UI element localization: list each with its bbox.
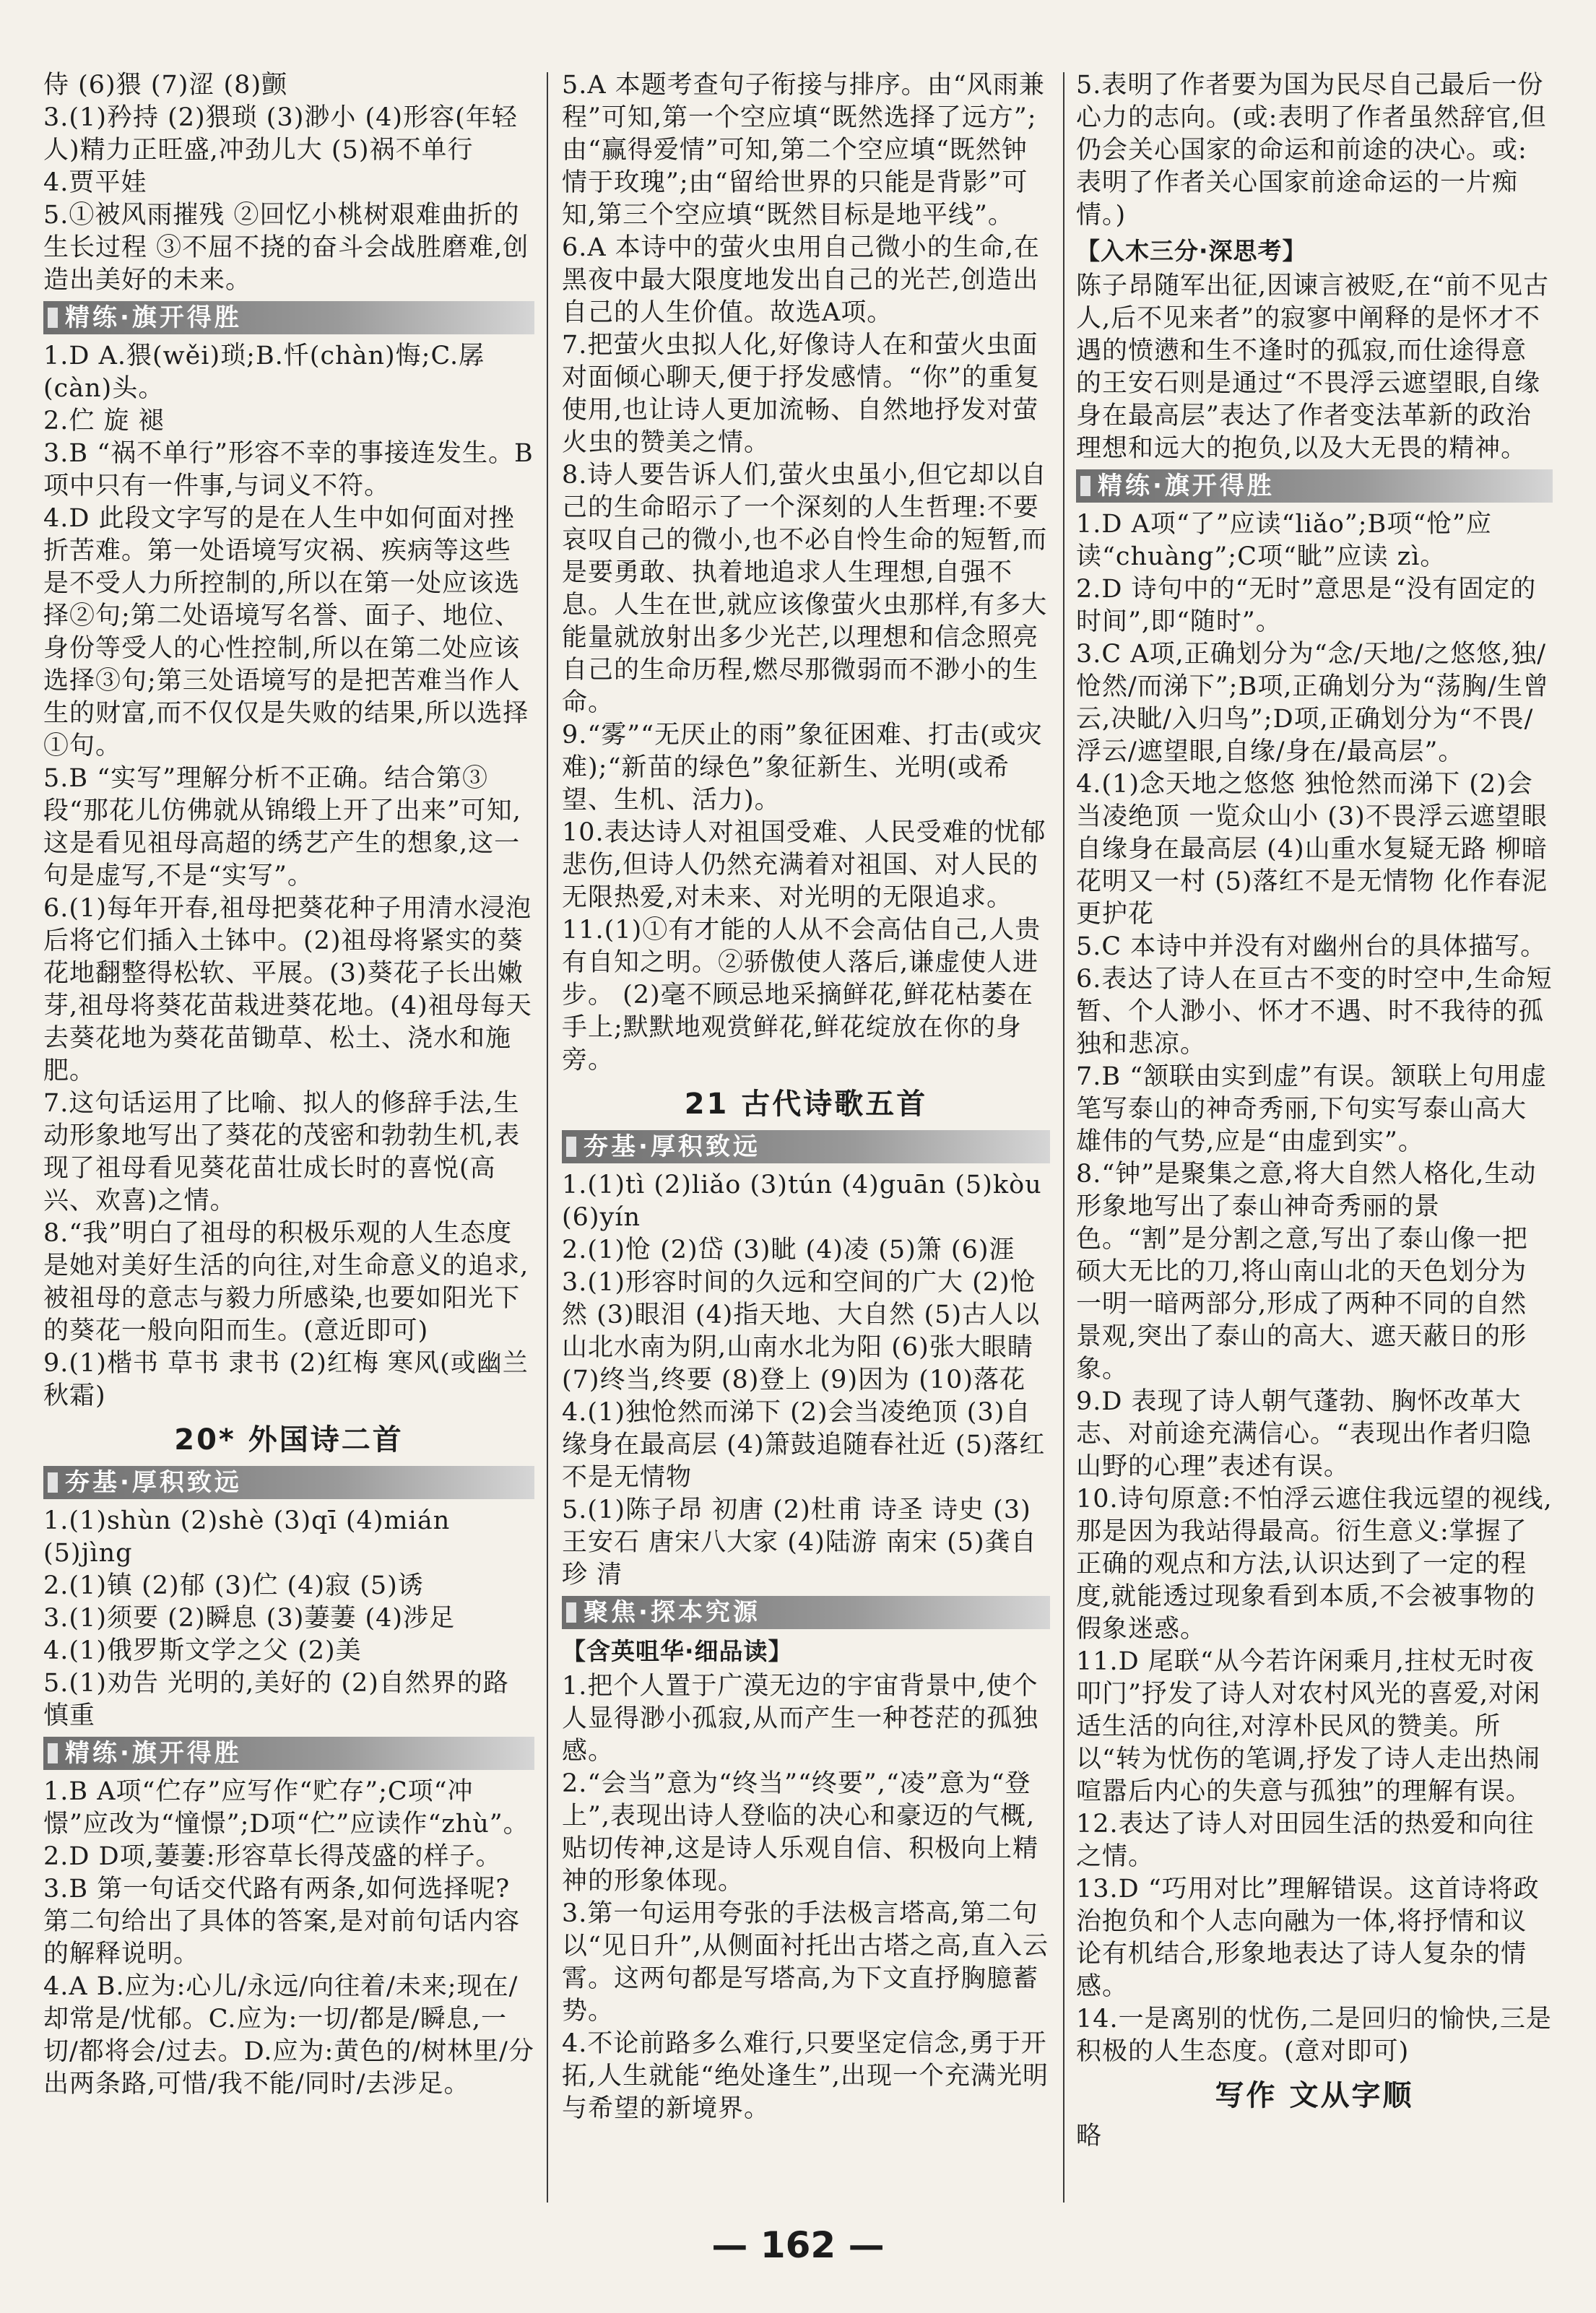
answer-item: 侍 (6)猥 (7)涩 (8)颤 [43,71,288,100]
answer-item: 11.(1)①有才能的人从不会高估自己,人贵有自知之明。②骄傲使人落后,谦虚使人进步。 (2)毫不顾忌地采摘鲜花,鲜花枯萎在手上;默默地观赏鲜花,鲜花绽放在你的身旁。 [562,916,1041,1075]
answer-item: 9.D 表现了诗人朝气蓬勃、胸怀改革大志、对前途充满信心。“表现出作者归隐山野的心理”表述有误。 [1076,1387,1532,1481]
answer-item: 2.伫 旋 褪 [43,407,165,435]
answer-item: 8.“我”明白了祖母的积极乐观的人生态度是她对美好生活的向往,对生命意义的追求,被祖母的意志与毅力所感染,也要如阳光下的葵花一般向阳而生。(意近即可) [43,1219,529,1345]
section-banner: 夯基·厚积致远 [562,1130,1050,1163]
answer-item: 3.第一句运用夸张的手法极言塔高,第二句以“见日升”,从侧面衬托出古塔之高,直入云霄。这两句都是写塔高,为下文直抒胸臆蓄势。 [562,1899,1049,2026]
section-banner: 精练·旗开得胜 [1076,469,1553,503]
answer-item: 12.表达了诗人对田园生活的热爱和向往之情。 [1076,1810,1535,1871]
answer-item: 13.D “巧用对比”理解错误。这首诗将政治抱负和个人志向融为一体,将抒情和议论有机结合,形象地表达了诗人复杂的情感。 [1076,1875,1540,2001]
answer-item: 4.(1)念天地之悠悠 独怆然而涕下 (2)会当凌绝顶 一览众山小 (3)不畏浮云遮望眼 自缘身在最高层 (4)山重水复疑无路 柳暗花明又一村 (5)落红不是无情物 化作春泥更护花 [1076,770,1556,929]
answer-item: 1.把个人置于广漠无边的宇宙背景中,使个人显得渺小孤寂,从而产生一种苍茫的孤独感。 [562,1672,1039,1766]
answer-item: 3.(1)须要 (2)瞬息 (3)萋萋 (4)涉足 [43,1604,456,1633]
answer-item: 3.(1)形容时间的久远和空间的广大 (2)怆然 (3)眼泪 (4)指天地、大自然 (5)古人以山北水南为阴,山南水北为阳 (6)张大眼睛 (7)终当,终要 (8)登上 (9)因为 (10)落花 [562,1268,1042,1394]
sub-heading: 【入木三分·深思考】 [1076,237,1307,265]
answer-item: 10.诗句原意:不怕浮云遮住我远望的视线,那是因为我站得最高。衍生意义:掌握了正确的观点和方法,认识达到了一定的程度,就能透过现象看到本质,不会被事物的假象迷惑。 [1076,1485,1553,1644]
column-divider [1063,72,1064,2203]
answer-item: 14.一是离别的忧伤,二是回归的愉快,三是积极的人生态度。(意对即可) [1076,2005,1552,2066]
answer-item: 4.贾平娃 [43,168,147,197]
answer-item: 4.(1)俄罗斯文学之父 (2)美 [43,1636,362,1665]
answer-item: 7.B “颔联由实到虚”有误。颔联上句用虚笔写泰山的神奇秀丽,下句实写泰山高大雄伟的气势,应是“由虚到实”。 [1076,1062,1548,1156]
answer-item: 2.D 诗句中的“无时”意思是“没有固定的时间”,即“随时”。 [1076,575,1537,636]
answer-item: 5.A 本题考查句子衔接与排序。由“风雨兼程”可知,第一个空应填“既然选择了远方”;由“赢得爱情”可知,第二个空应填“既然钟情于玫瑰”;由“留给世界的只能是背影”可知,第三个空应填“既然目标是地平线”。 [562,71,1045,230]
section-banner: 精练·旗开得胜 [43,301,534,334]
answer-item: 9.“雾”“无厌止的雨”象征困难、打击(或灾难);“新苗的绿色”象征新生、光明(或希望、生机、活力)。 [562,721,1043,815]
answer-item: 4.A B.应为:心儿/永远/向往着/未来;现在/却常是/忧郁。C.应为:一切/都是/瞬息,一切/都将会/过去。D.应为:黄色的/树林里/分出两条路,可惜/我不能/同时/去涉足。 [43,1972,534,2099]
answer-item: 4.D 此段文字写的是在人生中如何面对挫折苦难。第一处语境写灾祸、疾病等这些是不受人力所控制的,所以在第一处应该选择②句;第二处语境写名誉、面子、地位、身份等受人的心性控制,所以在第二处应该选择③句;第三处语境写的是把苦难当作人生的财富,而不仅仅是失败的结果,所以选择①句。 [43,504,529,760]
section-banner: 精练·旗开得胜 [43,1737,534,1770]
lesson-title: 21 古代诗歌五首 [684,1088,928,1121]
lesson-title: 写作 文从字顺 [1215,2079,1414,2112]
answer-item: 7.这句话运用了比喻、拟人的修辞手法,生动形象地写出了葵花的茂密和勃勃生机,表现了祖母看见葵花苗壮成长时的喜悦(高兴、欢喜)之情。 [43,1089,521,1215]
answer-item: 8.“钟”是聚集之意,将大自然人格化,生动形象地写出了泰山神奇秀丽的景色。“割”是分割之意,写出了泰山像一把硕大无比的刀,将山南山北的天色划分为一明一暗两部分,形成了两种不同的自然景观,突出了泰山的高大、遮天蔽日的形象。 [1076,1160,1537,1384]
answer-item: 10.表达诗人对祖国受难、人民受难的忧郁悲伤,但诗人仍然充满着对祖国、对人民的无限热爱,对未来、对光明的无限追求。 [562,818,1046,912]
column-divider [547,72,548,2203]
sub-heading: 【含英咀华·细品读】 [562,1637,793,1665]
answer-item: 3.B 第一句话交代路有两条,如何选择呢?第二句给出了具体的答案,是对前句话内容的解释说明。 [43,1875,521,1969]
answer-item: 9.(1)楷书 草书 隶书 (2)红梅 寒风(或幽兰 秋霜) [43,1349,537,1410]
answer-item: 略 [1076,2122,1103,2151]
answer-item: 5.表明了作者要为国为民尽自己最后一份心力的志向。(或:表明了作者虽然辞官,但仍会关心国家的命运和前途的决心。或:表明了作者关心国家前途命运的一片痴情。) [1076,71,1547,230]
column-left [43,69,537,2200]
answer-item: 1.(1)tì (2)liǎo (3)tún (4)guān (5)kòu (6)yín [562,1171,1051,1232]
answer-item: 1.(1)shùn (2)shè (3)qī (4)mián (5)jìng [43,1506,459,1568]
answer-item: 4.不论前路多么难行,只要坚定信念,勇于开拓,人生就能“绝处逢生”,出现一个充满光明与希望的新境界。 [562,2029,1049,2123]
answer-item: 5.B “实写”理解分析不正确。结合第③段“那花儿仿佛就从锦缎上开了出来”可知,这是看见祖母高超的绣艺产生的想象,这一句是虚写,不是“实写”。 [43,764,521,890]
answer-item: 6.(1)每年开春,祖母把葵花种子用清水浸泡后将它们插入土钵中。(2)祖母将紧实的葵花地翻整得松软、平展。(3)葵花子长出嫩芽,祖母将葵花苗栽进葵花地。(4)祖母每天去葵花地为葵花苗锄草、松土、浇水和施肥。 [43,894,532,1085]
answer-item: 6.表达了诗人在亘古不变的时空中,生命短暂、个人渺小、怀才不遇、时不我待的孤独和悲凉。 [1076,965,1553,1059]
answer-item: 3.C A项,正确划分为“念/天地/之悠悠,独/怆然/而涕下”;B项,正确划分为“荡胸/生曾云,决眦/入归鸟”;D项,正确划分为“不畏/浮云/遮望眼,自缘/身在/最高层”。 [1076,640,1550,766]
page-number: — 162 — [711,2224,885,2266]
answer-item: 陈子昂随军出征,因谏言被贬,在“前不见古人,后不见来者”的寂寥中阐释的是怀才不遇的愤懑和生不逢时的孤寂,而仕途得意的王安石则是通过“不畏浮云遮望眼,自缘身在最高层”表达了作者变法革新的政治理想和远大的抱负,以及大无畏的精神。 [1076,272,1550,463]
answer-item: 1.B A项“伫存”应写作“贮存”;C项“冲憬”应改为“憧憬”;D项“伫”应读作“zhù”。 [43,1777,529,1839]
answer-item: 6.A 本诗中的萤火虫用自己微小的生命,在黑夜中最大限度地发出自己的光芒,创造出自己的人生价值。故选A项。 [562,233,1040,327]
answer-item: 3.B “祸不单行”形容不幸的事接连发生。B项中只有一件事,与词义不符。 [43,439,534,500]
answer-item: 5.(1)劝告 光明的,美好的 (2)自然界的路 慎重 [43,1669,519,1730]
section-banner: 聚焦·探本究源 [562,1596,1050,1629]
section-banner: 夯基·厚积致远 [43,1466,534,1499]
answer-item: 2.(1)镇 (2)郁 (3)伫 (4)寂 (5)诱 [43,1571,424,1600]
answer-item: 5.(1)陈子昂 初唐 (2)杜甫 诗圣 诗史 (3)王安石 唐宋八大家 (4)陆游 南宋 (5)龚自珍 清 [562,1496,1037,1589]
lesson-title: 20* 外国诗二首 [174,1423,404,1457]
answer-item: 1.D A项“了”应读“liǎo”;B项“怆”应读“chuàng”;C项“眦”应读 zì。 [1076,510,1493,571]
column-right [1076,69,1556,2200]
answer-item: 2.(1)怆 (2)岱 (3)眦 (4)凌 (5)箫 (6)涯 [562,1236,1015,1264]
answer-item: 2.“会当”意为“终当”“终要”,“凌”意为“登上”,表现出诗人登临的决心和豪迈的气概,贴切传神,这是诗人乐观自信、积极向上精神的形象体现。 [562,1769,1039,1896]
answer-item: 2.D D项,萋萋:形容草长得茂盛的样子。 [43,1842,502,1871]
answer-item: 3.(1)矜持 (2)猥琐 (3)渺小 (4)形容(年轻人)精力正旺盛,冲劲儿大 (5)祸不单行 [43,103,518,165]
answer-item: 1.D A.猥(wěi)琐;B.忏(chàn)悔;C.孱(càn)头。 [43,342,485,403]
answer-item: 8.诗人要告诉人们,萤火虫虽小,但它却以自己的生命昭示了一个深刻的人生哲理:不要哀叹自己的微小,也不必自怜生命的短暂,而是要勇敢、执着地追求人生理想,自强不息。人生在世,就应该像萤火虫那样,有多大能量就放射出多少光芒,以理想和信念照亮自己的生命历程,燃尽那微弱而不渺小的生命。 [562,461,1048,717]
column-middle [562,69,1050,2200]
answer-item: 11.D 尾联“从今若许闲乘月,拄杖无时夜叩门”抒发了诗人对农村风光的喜爱,对闲适生活的向往,对淳朴民风的赞美。所以“转为忧伤的笔调,抒发了诗人走出热闹喧嚣后内心的失意与孤独”的理解有误。 [1076,1647,1541,1806]
answer-item: 5.C 本诗中并没有对幽州台的具体描写。 [1076,932,1547,961]
answer-item: 7.把萤火虫拟人化,好像诗人在和萤火虫面对面倾心聊天,便于抒发感情。“你”的重复使用,也让诗人更加流畅、自然地抒发对萤火虫的赞美之情。 [562,331,1040,457]
answer-item: 5.①被风雨摧残 ②回忆小桃树艰难曲折的生长过程 ③不屈不挠的奋斗会战胜磨难,创造出美好的未来。 [43,201,529,295]
answer-item: 4.(1)独怆然而涕下 (2)会当凌绝顶 (3)自缘身在最高层 (4)箫鼓追随春社近 (5)落红不是无情物 [562,1398,1046,1492]
